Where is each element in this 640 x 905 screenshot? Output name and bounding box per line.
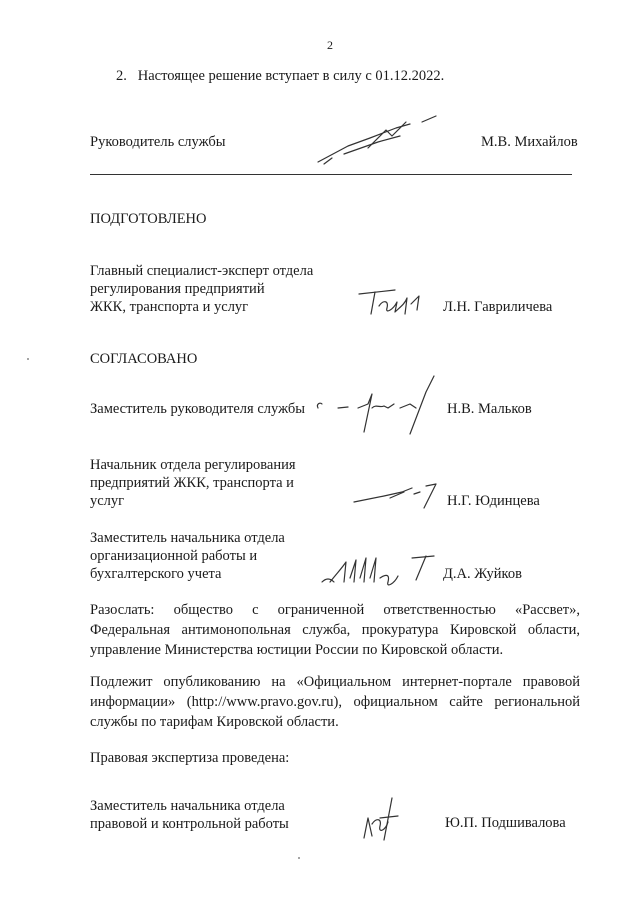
agreed-role-2: [90, 456, 296, 510]
agreed-role-3: [90, 529, 285, 583]
item-number: 2.: [116, 68, 127, 84]
head-title: Руководитель службы: [90, 134, 226, 150]
agreed-role-1: Заместитель руководителя службы: [90, 401, 306, 417]
role-line: правовой и контрольной работы: [90, 816, 289, 832]
distribution-paragraph: Разослать: общество с ограниченной ответственностью «Рассвет», Федеральная антимонопольная служба, прокуратура Кировской области, управление Министерства юстиции России по Кировской области.: [90, 602, 580, 658]
agreed-heading: СОГЛАСОВАНО: [90, 351, 198, 367]
role-line: Главный специалист-эксперт отдела: [90, 263, 314, 279]
agreed-name-1: Н.В. Мальков: [447, 401, 532, 417]
scan-speck: [298, 857, 300, 859]
prepared-signature: [355, 284, 435, 320]
prepared-heading: ПОДГОТОВЛЕНО: [90, 211, 207, 227]
legal-role: [90, 797, 289, 833]
publication-paragraph: Подлежит опубликованию на «Официальном интернет-портале правовой информации» (http://www.pravo.gov.ru), официальном сайте региональной службы по тарифам Кировской области.: [90, 674, 580, 730]
prepared-name: Л.Н. Гавриличева: [443, 299, 553, 315]
role-line: предприятий ЖКК, транспорта и: [90, 475, 294, 491]
agreed-name-2: Н.Г. Юдинцева: [447, 493, 540, 509]
role-line: бухгалтерского учета: [90, 566, 222, 582]
scan-speck: [27, 358, 29, 360]
role-line: услуг: [90, 493, 125, 509]
role-line: Начальник отдела регулирования: [90, 457, 296, 473]
page-number: 2: [327, 38, 333, 52]
agreed-signature-3: [316, 548, 446, 590]
legal-signature: [358, 796, 408, 842]
role-line: регулирования предприятий: [90, 281, 265, 297]
role-line: организационной работы и: [90, 548, 258, 564]
role-line: Заместитель начальника отдела: [90, 530, 285, 546]
item-text: Настоящее решение вступает в силу с 01.12.2022.: [137, 68, 445, 84]
role-line: ЖКК, транспорта и услуг: [90, 299, 249, 315]
legal-expertise-text: Правовая экспертиза проведена:: [90, 750, 290, 766]
agreed-signature-2: [350, 478, 440, 512]
agreed-signature-1: [314, 374, 444, 436]
prepared-role: [90, 262, 313, 316]
agreed-name-3: Д.А. Жуйков: [443, 566, 522, 582]
head-signature: [308, 108, 448, 170]
signature-divider: [90, 174, 572, 175]
role-line: Заместитель начальника отдела: [90, 798, 285, 814]
legal-name: Ю.П. Подшивалова: [445, 815, 566, 831]
decision-item-2: [116, 67, 444, 85]
head-name: М.В. Михайлов: [481, 134, 578, 150]
